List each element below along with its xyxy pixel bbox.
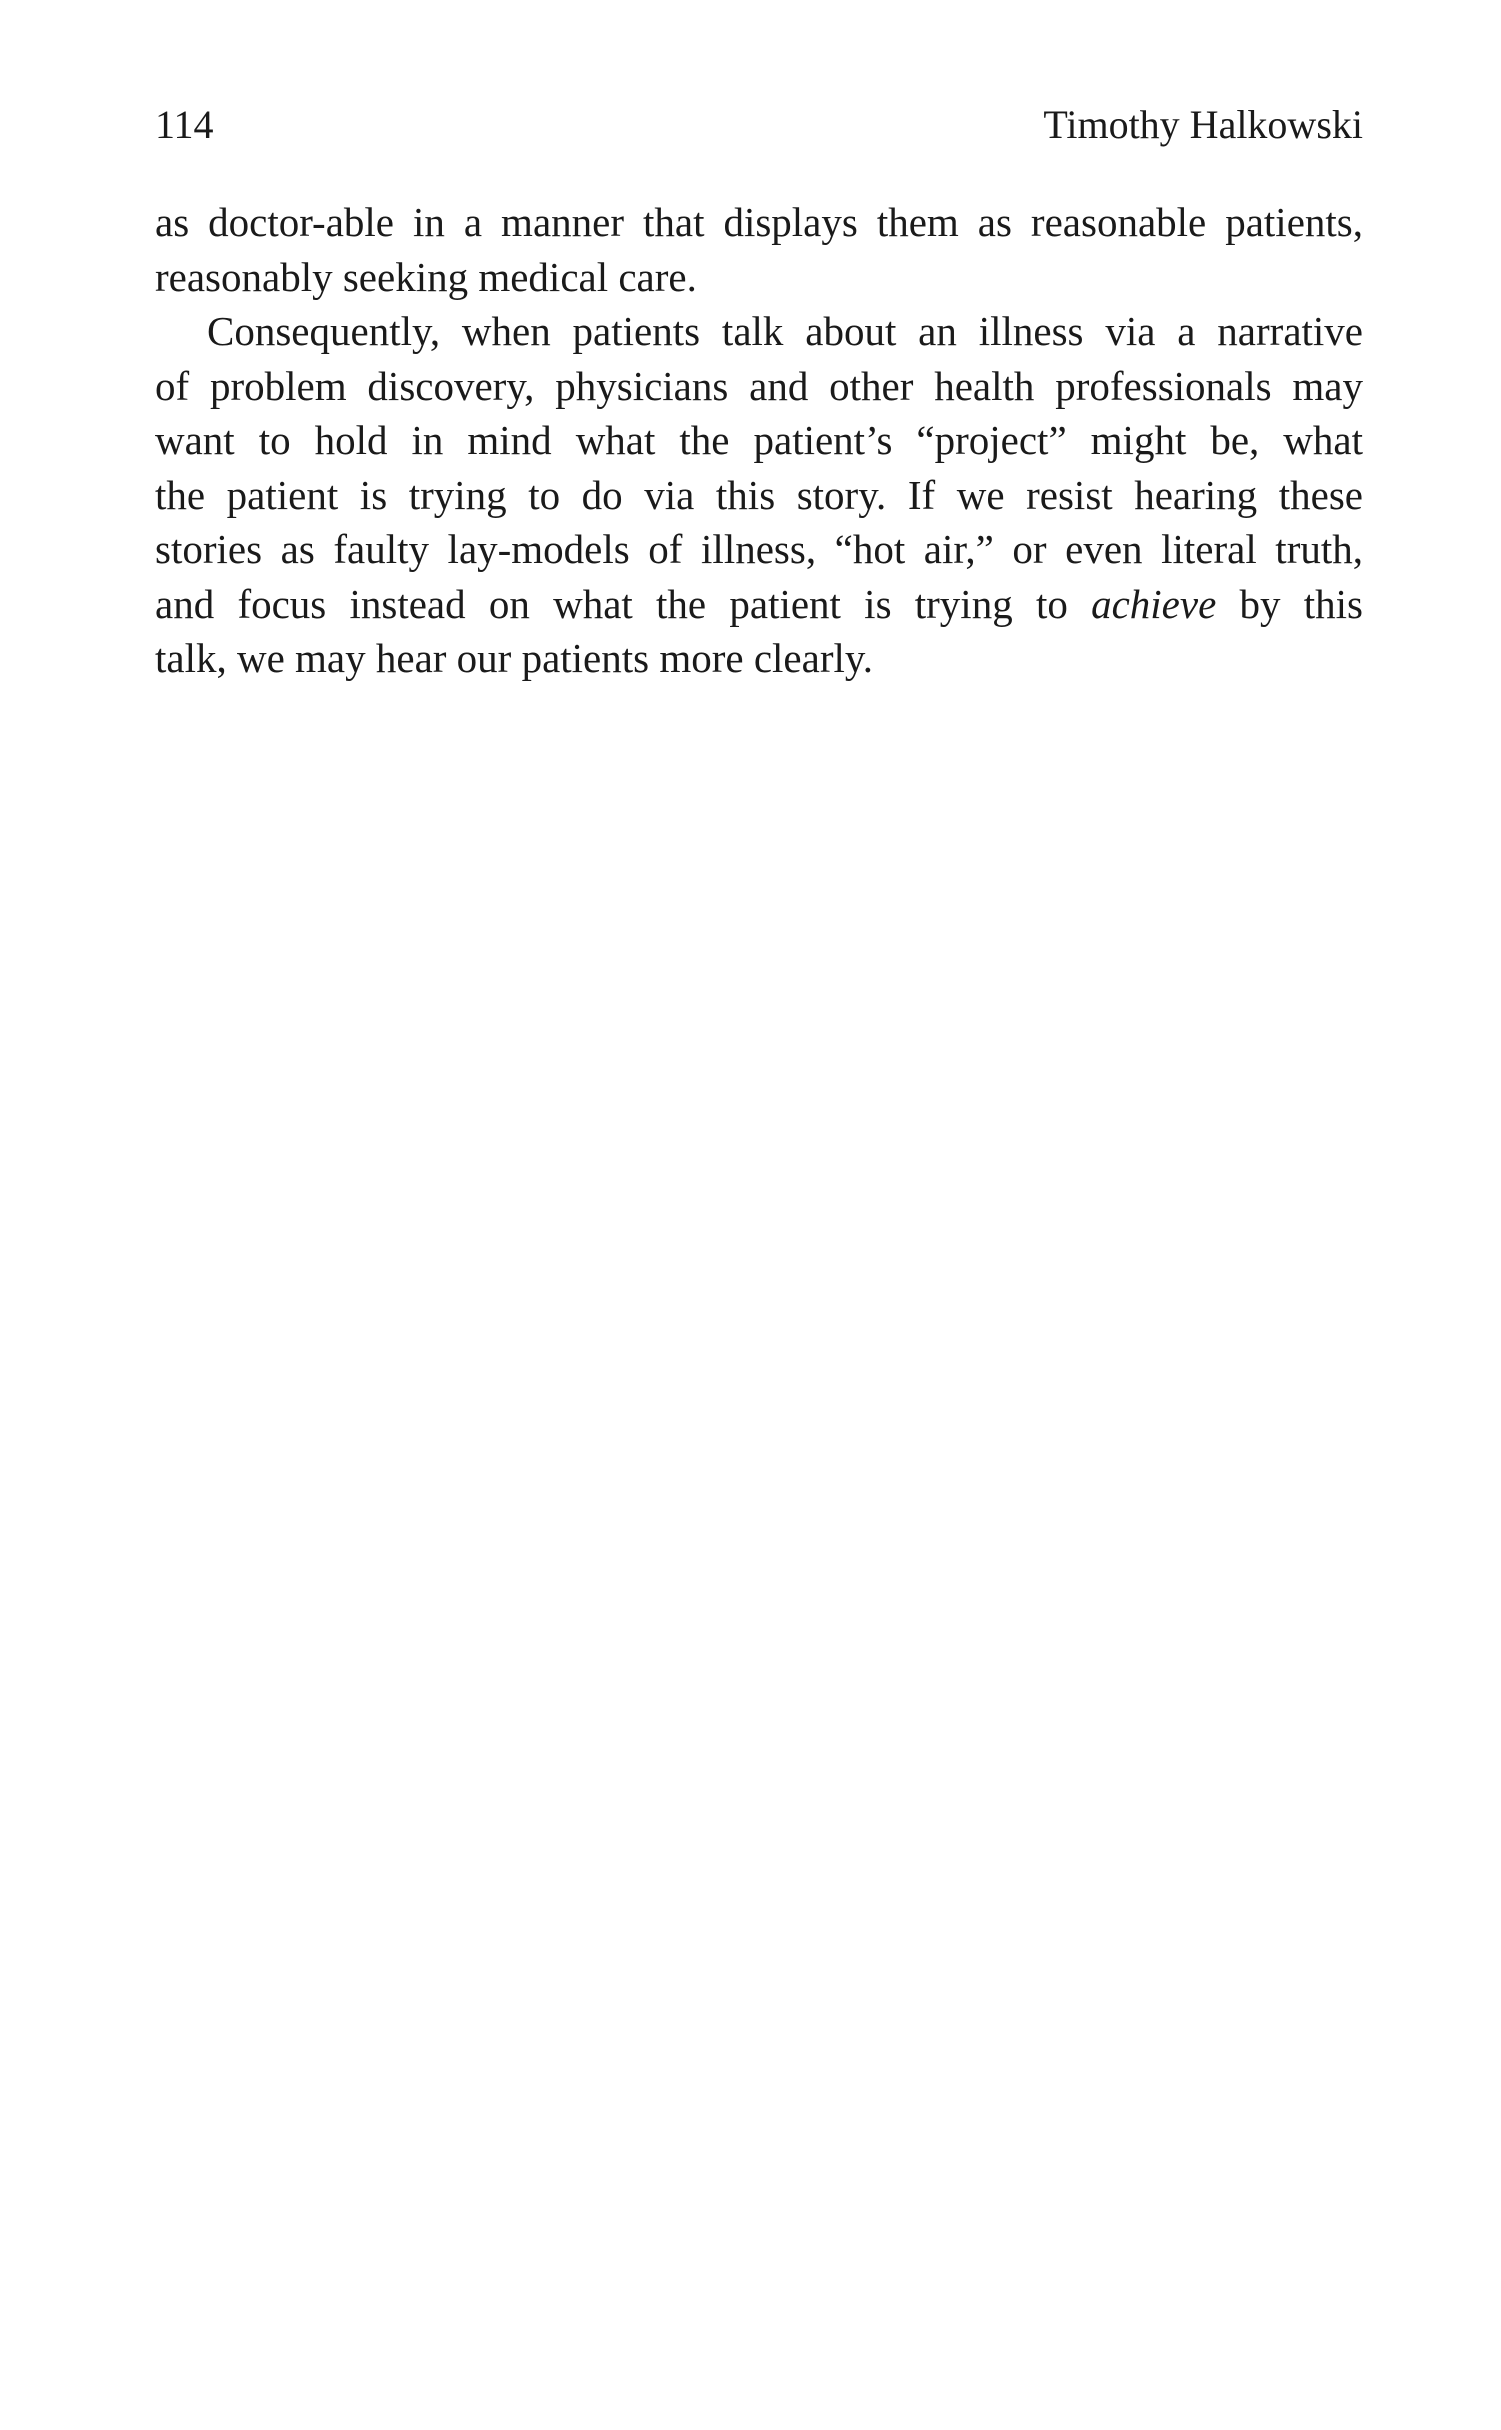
paragraph (155, 304, 1363, 686)
emphasized-word: achieve (1091, 580, 1217, 627)
page-number: 114 (155, 102, 214, 147)
text-line: talk, we may hear our patients more clearly. (155, 635, 873, 681)
text-line: Consequently, when patients talk about an illness via a narrative (207, 308, 1363, 354)
body-text (155, 195, 1363, 686)
text-line: of problem discovery, physicians and other health professionals may (155, 362, 1363, 409)
paragraph (155, 195, 1363, 304)
text-line: as doctor-able in a manner that displays them as reasonable patients, (155, 199, 1363, 245)
text-line: the patient is trying to do via this story. If we resist hearing these (155, 471, 1363, 518)
text-line (155, 577, 1363, 632)
text-line: want to hold in mind what the patient’s “project” might be, what (155, 417, 1363, 463)
text-line: stories as faulty lay-models of illness, “hot air,” or even literal truth, (155, 526, 1363, 572)
text-line: reasonably seeking medical care. (155, 253, 697, 300)
text-run: and focus instead on what the patient is trying to (155, 580, 1092, 627)
running-head-author: Timothy Halkowski (1043, 102, 1363, 147)
text-run: by this (1216, 580, 1363, 627)
running-head (155, 100, 1363, 150)
